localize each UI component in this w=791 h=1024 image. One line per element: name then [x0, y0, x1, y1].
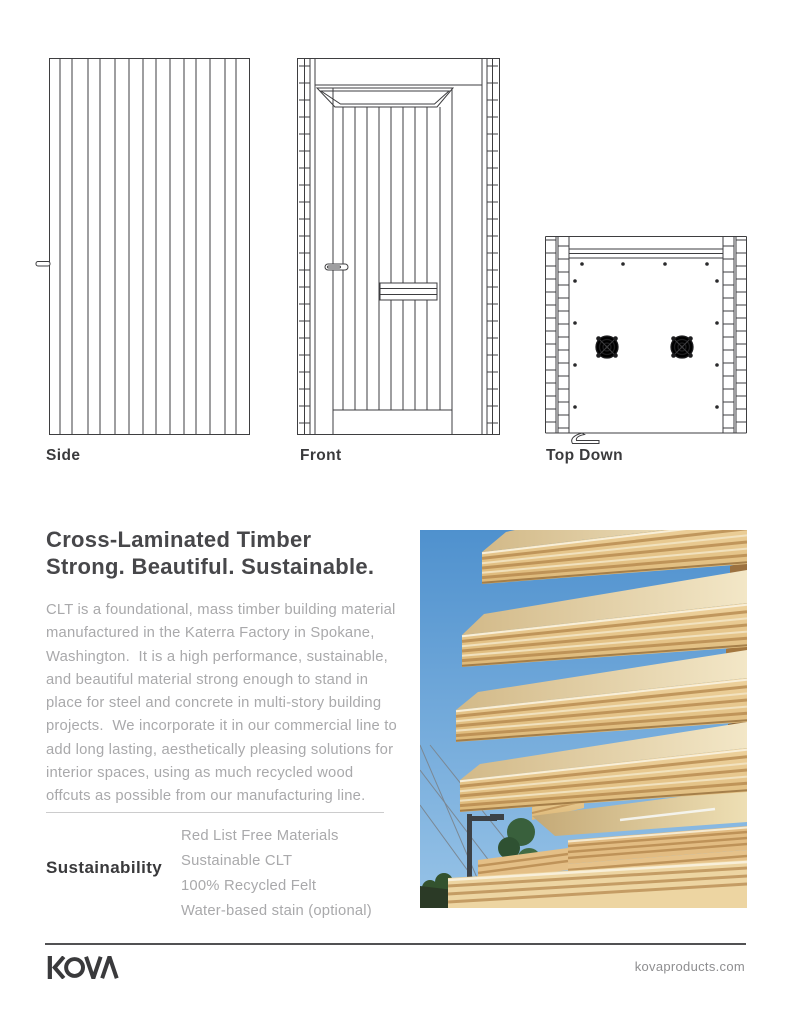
- list-item: 100% Recycled Felt: [181, 878, 317, 894]
- kova-logo: [47, 956, 119, 979]
- list-item: Red List Free Materials: [181, 828, 339, 844]
- body-paragraph: CLT is a foundational, mass timber building material manufactured in the Katerra Factory in Spokane, Washington. It is a high performance, sustainable, and beautiful material strong enough to stand in place for steel and concrete in multi-story building projects. We incorporate it in our commercial line to add long lasting, aesthetically pleasing solutions for interior spaces, using as much recycled wood offcuts as possible from our manufacturing line.: [46, 602, 402, 805]
- footer-divider: [45, 943, 746, 945]
- fan-grille-icon: [671, 336, 693, 358]
- front-view-label: Front: [300, 447, 342, 464]
- page-title: [46, 526, 446, 580]
- front-push-bar: [380, 283, 437, 300]
- side-handle: [36, 262, 50, 267]
- top-down-screw-dots: [573, 262, 719, 409]
- side-view-label: Side: [46, 447, 81, 464]
- title-line-1: Cross-Laminated Timber: [46, 527, 312, 552]
- clt-stack-photo: [420, 530, 747, 908]
- title-line-2: Strong. Beautiful. Sustainable.: [46, 554, 375, 579]
- top-down-panel: [569, 258, 723, 433]
- list-item: Water-based stain (optional): [181, 903, 372, 919]
- sustainability-heading: Sustainability: [46, 858, 163, 877]
- front-door-planks: [355, 107, 427, 410]
- side-view-drawing: [35, 58, 250, 435]
- kova-logo-mark: [47, 956, 119, 979]
- top-down-view-drawing: [545, 236, 747, 448]
- list-item: Sustainable CLT: [181, 853, 293, 869]
- top-down-cable-hook: [572, 433, 599, 444]
- website-link[interactable]: kovaproducts.com: [634, 959, 745, 974]
- top-down-view-label: Top Down: [546, 447, 623, 464]
- fan-grille-icon: [596, 336, 618, 358]
- front-view-drawing: [297, 58, 500, 435]
- side-plank-lines: [60, 59, 236, 435]
- section-divider: [46, 812, 384, 813]
- sustainability-list: [181, 824, 372, 924]
- front-door-handle: [325, 264, 348, 270]
